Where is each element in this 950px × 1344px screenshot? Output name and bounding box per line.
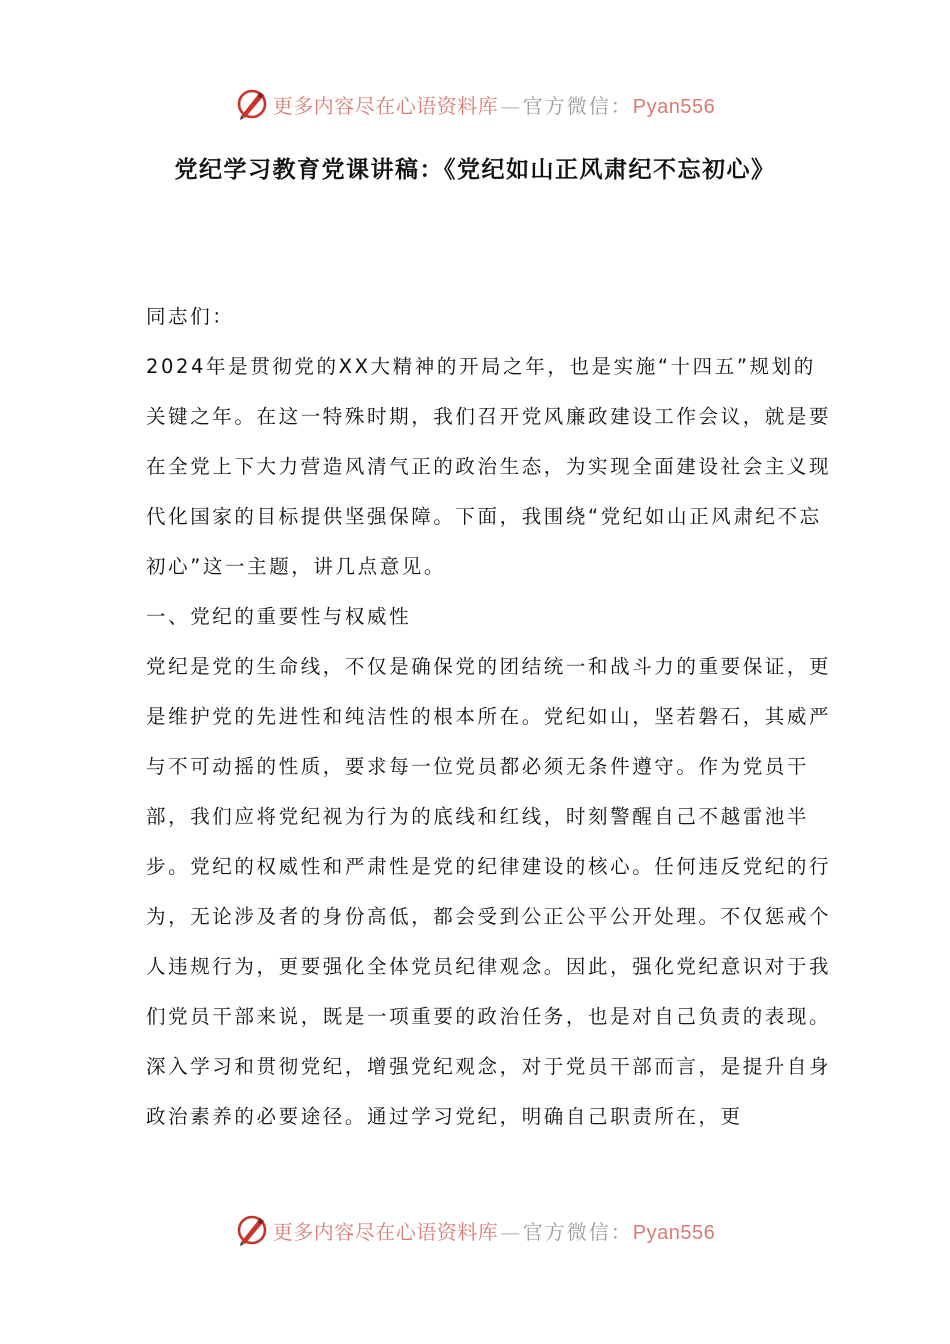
- section-heading: 一、党纪的重要性与权威性: [146, 605, 412, 628]
- banner-text: [273, 90, 715, 119]
- body-paragraph: 2024年是贯彻党的XX大精神的开局之年，也是实施“十四五”规划的关键之年。在这一特殊时期，我们召开党风廉政建设工作会议，就是要在全党上下大力营造风清气正的政治生态，为实现全面建设社会主义现代化国家的目标提供坚强保障。下面，我围绕“党纪如山正风肃纪不忘初心”这一主题，讲几点意见。: [146, 355, 832, 578]
- salutation: 同志们：: [146, 305, 235, 328]
- document-body: [146, 292, 836, 1142]
- banner-label: 官方微信：: [522, 93, 633, 118]
- banner-label: 官方微信：: [522, 1219, 633, 1244]
- banner-separator: —: [500, 93, 521, 118]
- banner-wechat-id: Pyan556: [632, 1221, 716, 1244]
- banner-site-text: 更多内容尽在心语资料库: [272, 93, 499, 118]
- body-paragraph: 深入学习和贯彻党纪，增强党纪观念，对于党员干部而言，是提升自身政治素养的必要途径。通过学习党纪，明确自己职责所在，更: [146, 1055, 832, 1128]
- footer-banner: [0, 1210, 950, 1250]
- pen-logo-icon: [235, 1213, 269, 1247]
- header-banner: [0, 84, 950, 124]
- banner-separator: —: [500, 1219, 521, 1244]
- banner-text: [273, 1216, 715, 1245]
- document-title: 党纪学习教育党课讲稿：《党纪如山正风肃纪不忘初心》: [174, 156, 776, 183]
- pen-logo-icon: [235, 87, 269, 121]
- banner-site-text: 更多内容尽在心语资料库: [272, 1219, 499, 1244]
- banner-wechat-id: Pyan556: [632, 95, 716, 118]
- body-paragraph: 党纪是党的生命线，不仅是确保党的团结统一和战斗力的重要保证，更是维护党的先进性和纯洁性的根本所在。党纪如山，坚若磐石，其威严与不可动摇的性质，要求每一位党员都必须无条件遵守。作为党员干部，我们应将党纪视为行为的底线和红线，时刻警醒自己不越雷池半步。党纪的权威性和严肃性是党的纪律建设的核心。任何违反党纪的行为，无论涉及者的身份高低，都会受到公正公平公开处理。不仅惩戒个人违规行为，更要强化全体党员纪律观念。因此，强化党纪意识对于我们党员干部来说，既是一项重要的政治任务，也是对自己负责的表现。: [146, 655, 832, 1028]
